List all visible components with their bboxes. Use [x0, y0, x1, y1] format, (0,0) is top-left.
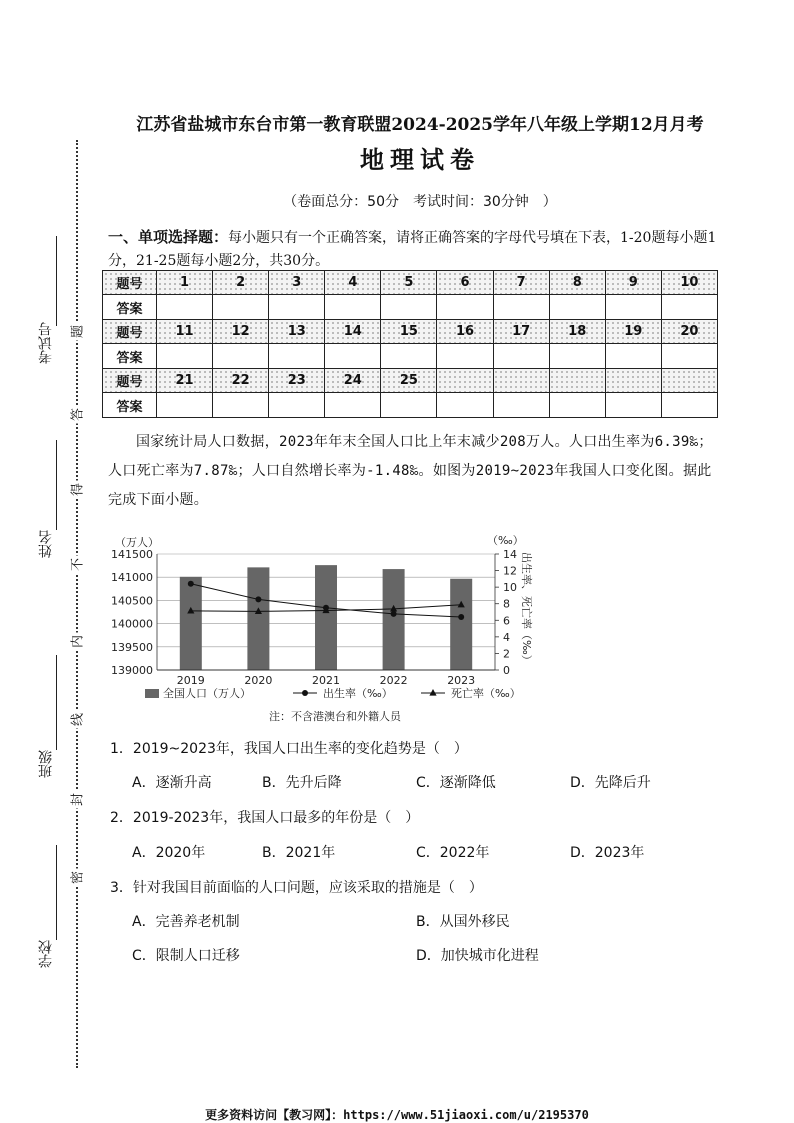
left-tick-label: 139000 — [111, 664, 153, 677]
exam-title: 江苏省盐城市东台市第一教育联盟2024-2025学年八年级上学期12月月考 — [136, 115, 704, 135]
question-number-cell: 11 — [157, 320, 213, 344]
answer-cell[interactable] — [437, 344, 493, 369]
school-label: 学校 — [38, 940, 54, 968]
table-header-cell: 答案 — [103, 393, 157, 418]
question-number-cell: 24 — [325, 369, 381, 393]
birth-rate-point — [188, 581, 194, 587]
table-row — [103, 344, 718, 369]
seal-char-6: 线 — [67, 711, 86, 729]
left-tick-label: 140000 — [111, 617, 153, 631]
legend-label-death: 死亡率（‰） — [451, 687, 521, 700]
answer-cell — [605, 393, 661, 418]
question-number-cell: 19 — [605, 320, 661, 344]
question-number-cell: 25 — [381, 369, 437, 393]
question-number-cell — [493, 369, 549, 393]
answer-cell — [437, 393, 493, 418]
left-tick-label: 141500 — [111, 548, 153, 561]
question-2-option-a[interactable]: A．2020年 — [132, 845, 206, 861]
bar — [450, 579, 472, 670]
x-tick-label: 2023 — [447, 674, 476, 687]
bar — [247, 567, 269, 670]
table-row — [103, 271, 718, 295]
question-number-cell: 7 — [493, 271, 549, 295]
left-axis-unit: （万人） — [115, 536, 159, 549]
question-3-option-b[interactable]: B．从国外移民 — [416, 914, 510, 930]
answer-cell[interactable] — [157, 393, 213, 418]
question-number-cell: 4 — [325, 271, 381, 295]
legend-marker-death — [429, 689, 436, 696]
table-row — [103, 320, 718, 344]
legend-label-population: 全国人口（万人） — [163, 687, 251, 700]
question-number-cell: 3 — [269, 271, 325, 295]
footer-link[interactable]: 更多资料访问【教习网】：https://www.51jiaoxi.com/u/2195370 — [205, 1108, 589, 1122]
answer-cell[interactable] — [325, 344, 381, 369]
answer-cell[interactable] — [493, 295, 549, 320]
question-number-cell: 6 — [437, 271, 493, 295]
question-2-stem: 2．2019-2023年，我国人口最多的年份是（ ） — [110, 810, 420, 826]
question-number-cell: 14 — [325, 320, 381, 344]
answer-cell[interactable] — [381, 295, 437, 320]
right-axis-unit: （‰） — [487, 534, 524, 547]
left-tick-label: 140500 — [111, 594, 153, 608]
birth-rate-point — [458, 614, 464, 620]
seal-char-2: 答 — [67, 406, 86, 424]
question-3-stem: 3．针对我国目前面临的人口问题，应该采取的措施是（ ） — [110, 880, 483, 896]
answer-cell[interactable] — [661, 344, 717, 369]
answer-cell — [493, 393, 549, 418]
question-1-stem: 1．2019~2023年，我国人口出生率的变化趋势是（ ） — [110, 741, 468, 757]
right-tick-label: 2 — [503, 647, 510, 661]
legend-marker-birth — [302, 690, 308, 696]
answer-cell[interactable] — [269, 344, 325, 369]
chart-bars — [180, 565, 472, 670]
question-number-cell: 5 — [381, 271, 437, 295]
answer-cell[interactable] — [381, 344, 437, 369]
table-header-cell: 题号 — [103, 320, 157, 344]
answer-cell[interactable] — [661, 295, 717, 320]
answer-cell[interactable] — [605, 344, 661, 369]
seal-char-1: 题 — [67, 323, 86, 341]
seal-char-3: 得 — [67, 481, 86, 499]
table-row — [103, 369, 718, 393]
question-3-option-d[interactable]: D．加快城市化进程 — [416, 948, 539, 964]
left-tick-label: 141000 — [111, 571, 153, 585]
question-1-option-a[interactable]: A．逐渐升高 — [132, 775, 212, 791]
answer-cell[interactable] — [605, 295, 661, 320]
answer-cell[interactable] — [381, 393, 437, 418]
seal-char-4: 不 — [67, 556, 86, 574]
answer-cell[interactable] — [437, 295, 493, 320]
birth-rate-point — [255, 596, 261, 602]
question-number-cell: 23 — [269, 369, 325, 393]
class-label: 班级 — [38, 750, 54, 778]
question-3-option-c[interactable]: C．限制人口迁移 — [132, 948, 240, 964]
question-number-cell: 1 — [157, 271, 213, 295]
table-header-cell: 题号 — [103, 271, 157, 295]
section-1-instructions: 每小题只有一个正确答案，请将正确答案的字母代号填在下表，1-20题每小题1分，21-25题每小题2分，共30分。 — [108, 230, 717, 269]
reading-passage: 国家统计局人口数据，2023年年末全国人口比上年末减少208万人。人口出生率为6.39‰；人口死亡率为7.87‰；人口自然增长率为-1.48‰。如图为2019~2023年我国人口变化图。据此完成下面小题。 — [108, 434, 713, 508]
left-tick-label: 139500 — [111, 640, 153, 654]
table-header-cell: 题号 — [103, 369, 157, 393]
question-number-cell: 20 — [661, 320, 717, 344]
right-tick-label: 8 — [503, 597, 510, 611]
question-number-cell — [661, 369, 717, 393]
answer-cell[interactable] — [549, 295, 605, 320]
section-1-heading — [108, 226, 728, 273]
right-tick-label: 10 — [503, 581, 517, 595]
x-tick-label: 2022 — [379, 674, 408, 687]
x-tick-label: 2020 — [244, 674, 273, 687]
seal-char-5: 内 — [67, 633, 86, 651]
question-number-cell: 9 — [605, 271, 661, 295]
right-tick-label: 0 — [503, 664, 510, 677]
population-chart — [105, 530, 565, 730]
answer-cell[interactable] — [325, 295, 381, 320]
bar — [315, 565, 337, 670]
answer-cell[interactable] — [213, 393, 269, 418]
answer-cell[interactable] — [549, 344, 605, 369]
chart-note: 注：不含港澳台和外籍人员 — [269, 710, 401, 723]
answer-cell[interactable] — [157, 344, 213, 369]
exam-no-label: 考试号 — [38, 322, 54, 364]
table-row — [103, 393, 718, 418]
question-number-cell: 22 — [213, 369, 269, 393]
answer-cell[interactable] — [269, 393, 325, 418]
question-number-cell: 13 — [269, 320, 325, 344]
question-number-cell: 16 — [437, 320, 493, 344]
bar — [383, 569, 405, 670]
right-tick-label: 12 — [503, 564, 517, 578]
right-axis-label: 出生率、死亡率（‰） — [520, 552, 533, 666]
seal-dotted-line — [76, 140, 78, 1068]
birth-rate-point — [391, 611, 397, 617]
question-number-cell: 15 — [381, 320, 437, 344]
question-number-cell — [605, 369, 661, 393]
section-1-title: 一、单项选择题： — [108, 228, 229, 246]
name-blank[interactable] — [56, 440, 57, 530]
question-number-cell: 17 — [493, 320, 549, 344]
question-number-cell: 10 — [661, 271, 717, 295]
right-tick-label: 4 — [503, 630, 510, 644]
seal-char-8: 密 — [67, 869, 86, 887]
question-2-option-c[interactable]: C．2022年 — [416, 845, 490, 861]
question-3-option-a[interactable]: A．完善养老机制 — [132, 914, 240, 930]
question-number-cell: 2 — [213, 271, 269, 295]
answer-cell — [661, 393, 717, 418]
question-number-cell: 18 — [549, 320, 605, 344]
answer-cell[interactable] — [213, 344, 269, 369]
chart-legend — [145, 686, 521, 723]
table-header-cell: 答案 — [103, 344, 157, 369]
answer-cell[interactable] — [157, 295, 213, 320]
answer-cell[interactable] — [269, 295, 325, 320]
question-number-cell — [549, 369, 605, 393]
question-1-option-c[interactable]: C．逐渐降低 — [416, 775, 496, 791]
right-tick-label: 6 — [503, 614, 510, 628]
question-number-cell: 8 — [549, 271, 605, 295]
subject-title: 地理试卷 — [360, 146, 480, 174]
question-number-cell: 12 — [213, 320, 269, 344]
x-tick-label: 2019 — [176, 674, 205, 687]
right-tick-label: 14 — [503, 548, 517, 561]
name-label: 姓名 — [38, 530, 54, 558]
legend-swatch-population — [145, 689, 159, 698]
question-number-cell: 21 — [157, 369, 213, 393]
seal-char-7: 封 — [67, 791, 86, 809]
exam-info: （卷面总分：50分 考试时间：30分钟 ） — [283, 194, 557, 210]
question-1-option-b[interactable]: B．先升后降 — [262, 775, 342, 791]
answer-cell[interactable] — [325, 393, 381, 418]
answer-cell — [549, 393, 605, 418]
bar — [180, 577, 202, 670]
question-2-option-b[interactable]: B．2021年 — [262, 845, 336, 861]
question-2-option-d[interactable]: D．2023年 — [570, 845, 645, 861]
class-blank[interactable] — [56, 655, 57, 750]
legend-label-birth: 出生率（‰） — [323, 687, 393, 700]
table-row — [103, 295, 718, 320]
exam-no-blank[interactable] — [56, 236, 57, 326]
question-1-option-d[interactable]: D．先降后升 — [570, 775, 651, 791]
answer-table — [102, 270, 718, 418]
school-blank[interactable] — [56, 845, 57, 940]
question-number-cell — [437, 369, 493, 393]
x-tick-label: 2021 — [312, 674, 340, 687]
answer-cell[interactable] — [493, 344, 549, 369]
answer-cell[interactable] — [213, 295, 269, 320]
table-header-cell: 答案 — [103, 295, 157, 320]
